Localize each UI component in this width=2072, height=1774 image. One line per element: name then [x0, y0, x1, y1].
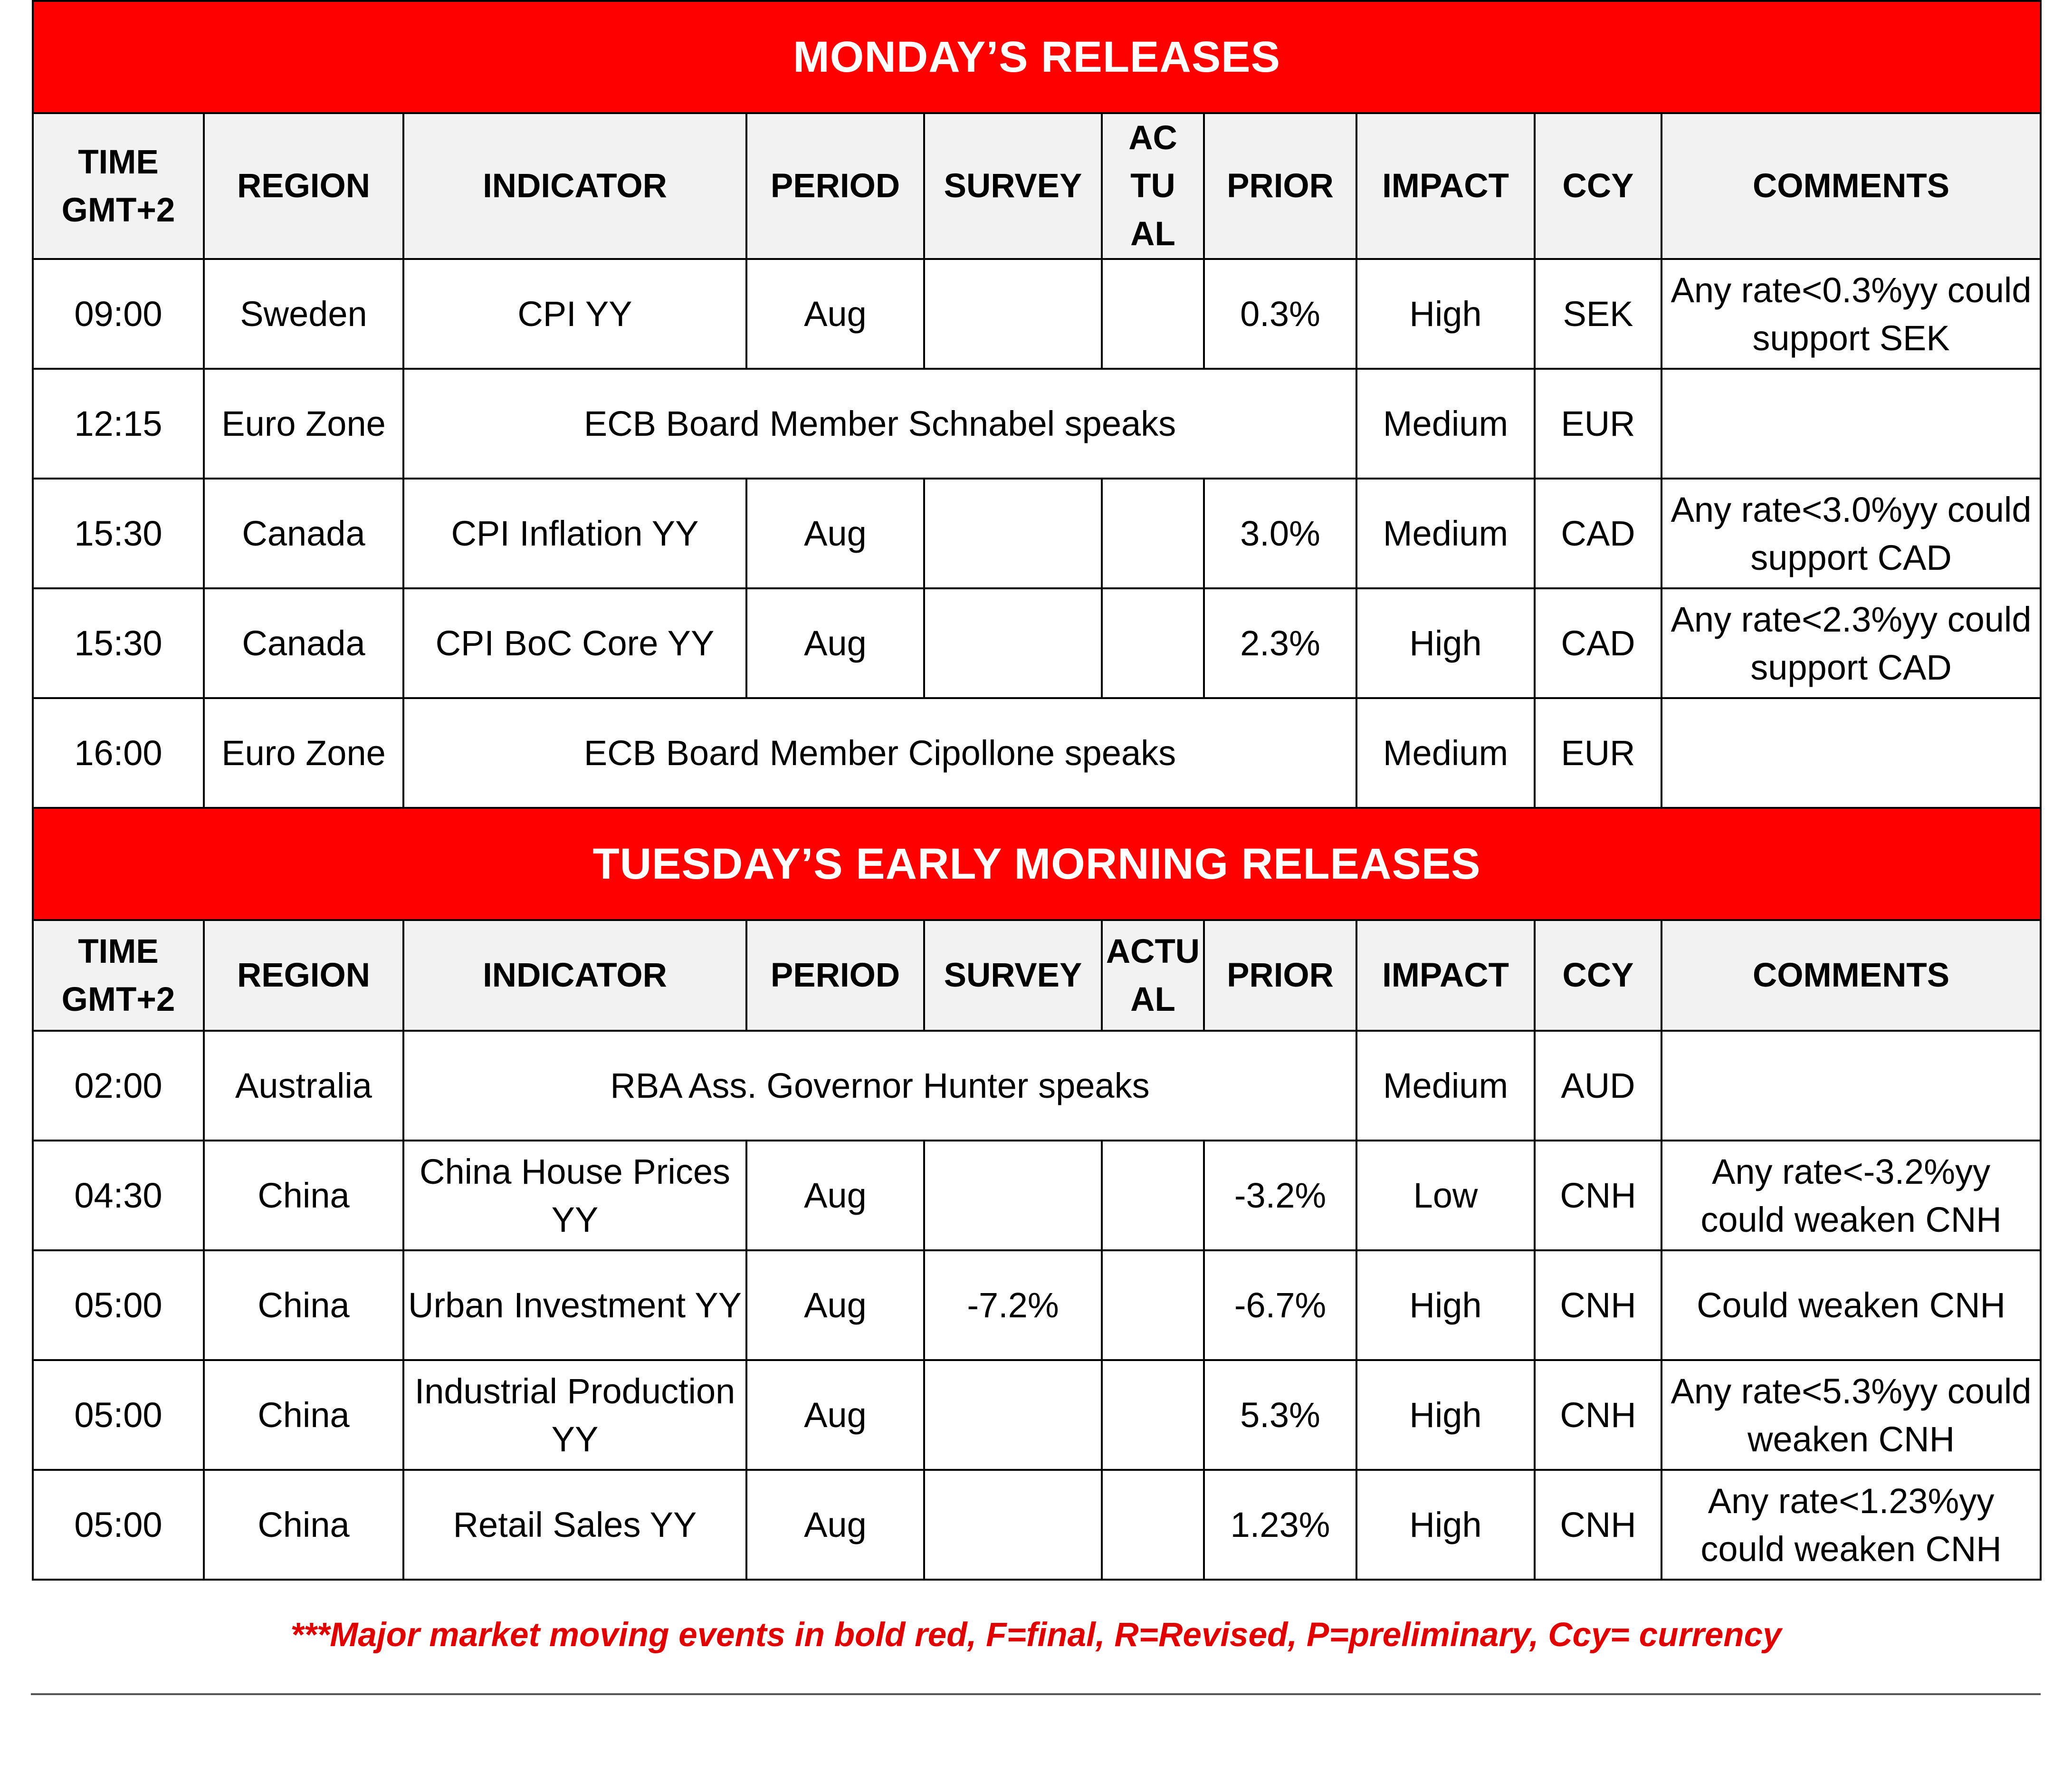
cell-comments: Any rate<5.3%yy could weaken CNH [1661, 1360, 2041, 1470]
cell-period: Aug [746, 479, 924, 588]
cell-time: 15:30 [33, 479, 204, 588]
cell-comments: Any rate<1.23%yy could weaken CNH [1661, 1470, 2041, 1580]
cell-period: Aug [746, 1141, 924, 1250]
cell-impact: High [1356, 1250, 1535, 1360]
cell-indicator: Urban Investment YY [403, 1250, 746, 1360]
header-ccy: CCY [1535, 113, 1661, 259]
header-period: PERIOD [746, 920, 924, 1031]
cell-survey [924, 479, 1102, 588]
cell-survey [924, 1141, 1102, 1250]
monday-header-row [33, 113, 2041, 259]
cell-actual [1102, 259, 1204, 369]
cell-prior: 0.3% [1204, 259, 1356, 369]
header-region: REGION [204, 113, 403, 259]
cell-prior: 1.23% [1204, 1470, 1356, 1580]
cell-comments: Any rate<-3.2%yy could weaken CNH [1661, 1141, 2041, 1250]
header-time: TIME GMT+2 [33, 113, 204, 259]
cell-comments: Any rate<0.3%yy could support SEK [1661, 259, 2041, 369]
cell-event: ECB Board Member Cipollone speaks [403, 698, 1356, 808]
cell-period: Aug [746, 1470, 924, 1580]
cell-time: 02:00 [33, 1031, 204, 1141]
cell-time: 15:30 [33, 588, 204, 698]
cell-impact: High [1356, 588, 1535, 698]
cell-region: Euro Zone [204, 698, 403, 808]
cell-period: Aug [746, 259, 924, 369]
header-actual: ACTU AL [1102, 920, 1204, 1031]
header-survey: SURVEY [924, 920, 1102, 1031]
cell-indicator: Retail Sales YY [403, 1470, 746, 1580]
bottom-divider [31, 1693, 2041, 1695]
cell-comments: Any rate<3.0%yy could support CAD [1661, 479, 2041, 588]
releases-table [32, 0, 2042, 1581]
cell-comments: Could weaken CNH [1661, 1250, 2041, 1360]
cell-region: Australia [204, 1031, 403, 1141]
cell-comments [1661, 698, 2041, 808]
header-time: TIME GMT+2 [33, 920, 204, 1031]
cell-impact: Medium [1356, 698, 1535, 808]
cell-survey [924, 259, 1102, 369]
cell-region: China [204, 1360, 403, 1470]
header-impact: IMPACT [1356, 920, 1535, 1031]
table-row [33, 259, 2041, 369]
cell-indicator: CPI YY [403, 259, 746, 369]
cell-prior: -3.2% [1204, 1141, 1356, 1250]
header-prior: PRIOR [1204, 113, 1356, 259]
cell-ccy: CNH [1535, 1141, 1661, 1250]
cell-prior: 2.3% [1204, 588, 1356, 698]
cell-period: Aug [746, 1250, 924, 1360]
cell-comments: Any rate<2.3%yy could support CAD [1661, 588, 2041, 698]
table-row [33, 698, 2041, 808]
cell-time: 12:15 [33, 369, 204, 479]
cell-event: ECB Board Member Schnabel speaks [403, 369, 1356, 479]
tuesday-section [33, 808, 2041, 1580]
cell-time: 16:00 [33, 698, 204, 808]
header-prior: PRIOR [1204, 920, 1356, 1031]
cell-indicator: CPI Inflation YY [403, 479, 746, 588]
cell-ccy: CNH [1535, 1250, 1661, 1360]
table-row [33, 369, 2041, 479]
cell-impact: High [1356, 1360, 1535, 1470]
table-row [33, 1360, 2041, 1470]
cell-region: China [204, 1141, 403, 1250]
cell-region: Sweden [204, 259, 403, 369]
cell-time: 05:00 [33, 1250, 204, 1360]
cell-actual [1102, 1470, 1204, 1580]
cell-ccy: CNH [1535, 1360, 1661, 1470]
cell-impact: High [1356, 259, 1535, 369]
cell-impact: High [1356, 1470, 1535, 1580]
header-comments: COMMENTS [1661, 920, 2041, 1031]
cell-time: 09:00 [33, 259, 204, 369]
footnote: ***Major market moving events in bold red, F=final, R=Revised, P=preliminary, Ccy= currency [290, 1616, 1782, 1654]
cell-region: China [204, 1250, 403, 1360]
header-actual: AC TU AL [1102, 113, 1204, 259]
cell-survey [924, 588, 1102, 698]
header-period: PERIOD [746, 113, 924, 259]
table-row [33, 1250, 2041, 1360]
cell-event: RBA Ass. Governor Hunter speaks [403, 1031, 1356, 1141]
monday-section [33, 1, 2041, 808]
cell-ccy: EUR [1535, 698, 1661, 808]
cell-ccy: CNH [1535, 1470, 1661, 1580]
cell-actual [1102, 1360, 1204, 1470]
cell-prior: -6.7% [1204, 1250, 1356, 1360]
cell-time: 05:00 [33, 1470, 204, 1580]
cell-actual [1102, 479, 1204, 588]
header-region: REGION [204, 920, 403, 1031]
monday-section-title: MONDAY’S RELEASES [33, 1, 2041, 113]
cell-period: Aug [746, 588, 924, 698]
cell-ccy: AUD [1535, 1031, 1661, 1141]
cell-indicator: China House Prices YY [403, 1141, 746, 1250]
header-ccy: CCY [1535, 920, 1661, 1031]
cell-ccy: CAD [1535, 479, 1661, 588]
cell-impact: Medium [1356, 1031, 1535, 1141]
tuesday-section-title: TUESDAY’S EARLY MORNING RELEASES [33, 808, 2041, 920]
cell-time: 04:30 [33, 1141, 204, 1250]
cell-ccy: EUR [1535, 369, 1661, 479]
table-row [33, 588, 2041, 698]
cell-period: Aug [746, 1360, 924, 1470]
header-comments: COMMENTS [1661, 113, 2041, 259]
table-row [33, 1141, 2041, 1250]
cell-time: 05:00 [33, 1360, 204, 1470]
cell-survey [924, 1360, 1102, 1470]
table-row [33, 1031, 2041, 1141]
cell-comments [1661, 369, 2041, 479]
cell-region: Euro Zone [204, 369, 403, 479]
cell-region: China [204, 1470, 403, 1580]
cell-comments [1661, 1031, 2041, 1141]
cell-indicator: CPI BoC Core YY [403, 588, 746, 698]
cell-region: Canada [204, 588, 403, 698]
header-indicator: INDICATOR [403, 113, 746, 259]
cell-survey [924, 1470, 1102, 1580]
table-row [33, 479, 2041, 588]
cell-impact: Medium [1356, 479, 1535, 588]
cell-actual [1102, 1250, 1204, 1360]
cell-impact: Low [1356, 1141, 1535, 1250]
cell-actual [1102, 588, 1204, 698]
cell-survey: -7.2% [924, 1250, 1102, 1360]
cell-region: Canada [204, 479, 403, 588]
cell-ccy: SEK [1535, 259, 1661, 369]
cell-prior: 5.3% [1204, 1360, 1356, 1470]
cell-actual [1102, 1141, 1204, 1250]
cell-indicator: Industrial Production YY [403, 1360, 746, 1470]
tuesday-header-row [33, 920, 2041, 1031]
table-row [33, 1470, 2041, 1580]
header-indicator: INDICATOR [403, 920, 746, 1031]
cell-impact: Medium [1356, 369, 1535, 479]
header-survey: SURVEY [924, 113, 1102, 259]
header-impact: IMPACT [1356, 113, 1535, 259]
cell-prior: 3.0% [1204, 479, 1356, 588]
cell-ccy: CAD [1535, 588, 1661, 698]
